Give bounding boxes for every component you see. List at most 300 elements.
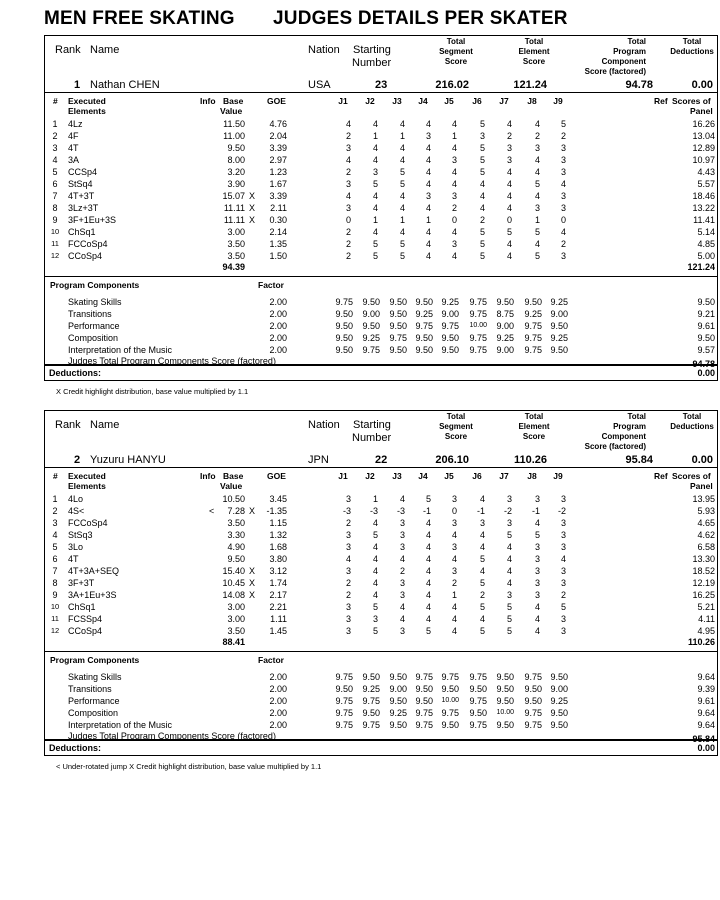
element-name: 4F [68, 131, 79, 141]
judge-goe-score: 5 [372, 239, 378, 249]
judge-component-score: 9.75 [469, 672, 487, 682]
judge-goe-score: 5 [479, 554, 485, 564]
judge-goe-score: 4 [560, 179, 566, 189]
judge-component-score: 9.50 [496, 672, 514, 682]
element-name: 4S< [68, 506, 85, 516]
judge-component-score: 9.75 [469, 696, 487, 706]
component-row [45, 332, 719, 344]
judge-goe-score: 0 [560, 215, 566, 225]
ref-header: Ref [654, 96, 668, 106]
element-number: 9 [52, 590, 58, 600]
judge-goe-score: 5 [534, 227, 540, 237]
judge-goe-score: 3 [560, 203, 566, 213]
component-row [45, 671, 719, 683]
judge-goe-score: 4 [372, 554, 378, 564]
judge-goe-score: 3 [560, 626, 566, 636]
total-element-score: 110.26 [513, 454, 547, 466]
element-goe: 3.39 [269, 143, 287, 153]
total-segment-score: 206.10 [435, 454, 469, 466]
judge-goe-score: 3 [506, 143, 512, 153]
judge-goe-score: 4 [425, 602, 431, 612]
judge-goe-score: 5 [372, 530, 378, 540]
judge-goe-score: 2 [506, 131, 512, 141]
element-base-value: 3.20 [227, 167, 245, 177]
judge-component-score: 9.50 [335, 309, 353, 319]
element-panel-score: 5.57 [697, 179, 715, 189]
judge-goe-score: 3 [560, 542, 566, 552]
judge-component-score: 9.00 [550, 309, 568, 319]
judge-component-score: 8.75 [496, 309, 514, 319]
footnote: < Under-rotated jump X Credit highlight distribution, base value multiplied by 1.1 [56, 762, 322, 771]
element-number: 7 [52, 566, 58, 576]
judge-goe-score: 5 [506, 602, 512, 612]
judge-goe-score: 4 [372, 542, 378, 552]
element-bonus-marker: X [249, 578, 256, 588]
element-goe: 2.14 [269, 227, 287, 237]
element-panel-score: 4.65 [697, 518, 715, 528]
element-base-value: 3.00 [227, 227, 245, 237]
element-name: CCoSp4 [68, 626, 103, 636]
judge-goe-score: 4 [372, 518, 378, 528]
judge-goe-score: 0 [345, 215, 351, 225]
element-name: FCCoSp4 [68, 518, 108, 528]
element-base-value: 9.50 [227, 554, 245, 564]
judge-goe-score: 5 [506, 227, 512, 237]
judge-component-score: 9.00 [496, 345, 514, 355]
judge-goe-score: 4 [372, 119, 378, 129]
judge-goe-score: 3 [345, 530, 351, 540]
starting-header: Starting [353, 419, 391, 431]
element-name: StSq4 [68, 179, 93, 189]
element-base-value: 11.50 [223, 119, 245, 129]
judge-goe-score: 4 [425, 155, 431, 165]
judge-component-score: 9.50 [335, 321, 353, 331]
element-goe: 2.97 [269, 155, 287, 165]
judge-component-score: 9.75 [362, 696, 380, 706]
element-base-value: 11.11 [223, 203, 245, 213]
element-row [45, 613, 719, 625]
judge-goe-score: 4 [506, 167, 512, 177]
judge-goe-score: 3 [345, 203, 351, 213]
judge-goe-score: 3 [534, 566, 540, 576]
judge-goe-score: 2 [345, 518, 351, 528]
judge-goe-score: -1 [476, 506, 485, 516]
element-number: 11 [51, 239, 59, 248]
judge-goe-score: 4 [372, 227, 378, 237]
element-panel-score: 5.93 [697, 506, 715, 516]
info-header: Info [200, 471, 216, 481]
judge-goe-score: 5 [372, 251, 378, 261]
judge-goe-score: 4 [425, 530, 431, 540]
element-bonus-marker: X [249, 566, 256, 576]
element-row [45, 601, 719, 613]
element-bonus-marker: X [249, 191, 256, 201]
tes-header-2: Element [518, 422, 550, 431]
judge-header-8: J8 [527, 471, 537, 481]
judge-goe-score: 3 [479, 518, 485, 528]
judge-goe-score: 5 [560, 602, 566, 612]
element-row [45, 166, 719, 178]
judge-goe-score: 5 [372, 179, 378, 189]
judge-component-score: 9.00 [389, 684, 407, 694]
judge-goe-score: 4 [425, 578, 431, 588]
element-row [45, 202, 719, 214]
judge-component-score: 9.75 [441, 321, 459, 331]
starting-number-value: 22 [375, 454, 388, 466]
judge-component-score: 9.50 [415, 333, 433, 343]
element-panel-score: 5.21 [697, 602, 715, 612]
judge-component-score: 9.50 [550, 708, 568, 718]
judge-component-score: 9.75 [335, 696, 353, 706]
judge-component-score: 9.75 [524, 720, 542, 730]
judge-component-score: 9.50 [469, 708, 487, 718]
element-goe: 4.76 [269, 119, 287, 129]
judges-total-pcs-label: Judges Total Program Components Score (factored) [68, 731, 276, 741]
total-deductions: 0.00 [691, 454, 713, 466]
element-number: 3 [52, 518, 58, 528]
judge-component-score: 9.50 [335, 684, 353, 694]
element-base-value: 10.45 [222, 578, 245, 588]
judge-header-1: J1 [338, 96, 348, 106]
element-number: 1 [52, 119, 58, 129]
element-goe: 2.21 [269, 602, 287, 612]
deductions-value: 0.00 [697, 368, 715, 378]
judge-goe-score: 4 [425, 239, 431, 249]
judge-component-score: 9.50 [524, 297, 542, 307]
element-row [45, 553, 719, 565]
judge-goe-score: 1 [425, 215, 431, 225]
component-panel-score: 9.50 [697, 333, 715, 343]
component-factor: 2.00 [269, 321, 287, 331]
judge-goe-score: 4 [425, 566, 431, 576]
judge-goe-score: 2 [560, 131, 566, 141]
judges-total-pcs-value: 94.78 [692, 359, 715, 369]
judge-component-score: 10.00 [441, 697, 459, 704]
judge-goe-score: 4 [451, 143, 457, 153]
goe-header: GOE [267, 471, 286, 481]
component-row [45, 296, 719, 308]
element-panel-score: 12.89 [692, 143, 715, 153]
judge-goe-score: 1 [451, 590, 457, 600]
element-base-value: 11.00 [223, 131, 245, 141]
tes-header-3: Score [522, 432, 546, 441]
judge-goe-score: 2 [560, 590, 566, 600]
judge-goe-score: 5 [534, 251, 540, 261]
judge-component-score: 9.75 [469, 345, 487, 355]
element-number: 5 [52, 167, 58, 177]
judge-goe-score: 3 [451, 542, 457, 552]
judge-component-score: 9.75 [335, 297, 353, 307]
judge-goe-score: 4 [451, 119, 457, 129]
judge-goe-score: 4 [451, 530, 457, 540]
element-goe: 3.45 [269, 494, 287, 504]
judge-component-score: 9.50 [362, 297, 380, 307]
element-name: 4Lo [68, 494, 84, 504]
element-info: < [209, 506, 215, 516]
total-element-score: 121.24 [513, 79, 547, 91]
judge-goe-score: 3 [560, 578, 566, 588]
nation-value: USA [308, 79, 331, 91]
element-panel-score: 4.62 [697, 530, 715, 540]
judge-component-score: 9.50 [550, 720, 568, 730]
judge-goe-score: 4 [372, 155, 378, 165]
component-factor: 2.00 [269, 297, 287, 307]
total-program-component-score: 94.78 [625, 79, 653, 91]
judge-goe-score: 3 [560, 494, 566, 504]
element-name: StSq3 [68, 530, 93, 540]
element-panel-score: 13.22 [692, 203, 715, 213]
judge-goe-score: 4 [399, 143, 405, 153]
element-base-value: 11.11 [223, 215, 245, 225]
judge-header-6: J6 [472, 471, 482, 481]
component-row [45, 344, 719, 356]
element-goe: 1.68 [269, 542, 287, 552]
element-goe: 1.45 [269, 626, 287, 636]
judge-goe-score: 2 [479, 215, 485, 225]
element-goe: 0.30 [269, 215, 287, 225]
judge-goe-score: 3 [425, 191, 431, 201]
judge-goe-score: 4 [425, 614, 431, 624]
component-row [45, 683, 719, 695]
judge-goe-score: 3 [560, 566, 566, 576]
element-number: 8 [52, 578, 58, 588]
judge-goe-score: 4 [534, 167, 540, 177]
judge-goe-score: 4 [506, 203, 512, 213]
judge-component-score: 9.00 [550, 684, 568, 694]
element-row [45, 517, 719, 529]
judge-goe-score: 4 [451, 602, 457, 612]
judge-goe-score: 5 [479, 239, 485, 249]
element-name: 4T+3A+SEQ [68, 566, 120, 576]
element-name: 3Lo [68, 542, 84, 552]
judge-goe-score: 4 [479, 179, 485, 189]
element-base-value: 3.30 [227, 530, 245, 540]
deductions-value: 0.00 [697, 743, 715, 753]
tss-header-3: Score [444, 432, 468, 441]
judge-goe-score: 2 [345, 227, 351, 237]
element-panel-score: 4.11 [698, 614, 715, 624]
element-base-value: 3.50 [227, 626, 245, 636]
base-header: Base [223, 96, 244, 106]
judge-goe-score: 4 [372, 578, 378, 588]
judge-component-score: 9.50 [389, 720, 407, 730]
judge-goe-score: -1 [422, 506, 431, 516]
nation-value: JPN [308, 454, 329, 466]
judge-header-8: J8 [527, 96, 537, 106]
element-name: 4T+3T [68, 191, 95, 201]
judge-goe-score: 4 [506, 251, 512, 261]
element-goe: 1.35 [269, 239, 287, 249]
element-panel-score: 18.52 [692, 566, 715, 576]
component-panel-score: 9.50 [697, 297, 715, 307]
judge-component-score: 9.75 [389, 333, 407, 343]
panel-header: Panel [690, 481, 713, 491]
element-panel-score: 11.41 [693, 215, 715, 225]
element-number: 7 [52, 191, 58, 201]
judge-goe-score: 3 [506, 518, 512, 528]
judge-goe-score: 2 [451, 203, 457, 213]
element-base-value: 3.00 [227, 602, 245, 612]
component-name: Transitions [68, 684, 112, 694]
judge-goe-score: 4 [399, 191, 405, 201]
element-panel-score: 13.04 [692, 131, 715, 141]
element-panel-score: 13.95 [692, 494, 715, 504]
element-goe: 2.04 [269, 131, 287, 141]
judge-goe-score: 4 [534, 155, 540, 165]
judge-goe-score: 2 [560, 239, 566, 249]
elements-header: Elements [68, 481, 106, 491]
judge-component-score: 9.50 [441, 345, 459, 355]
base-value-total: 94.39 [222, 262, 245, 272]
judge-component-score: 9.75 [469, 333, 487, 343]
judge-goe-score: 1 [451, 131, 457, 141]
judge-component-score: 9.75 [469, 309, 487, 319]
element-row [45, 493, 719, 505]
judge-goe-score: 4 [399, 155, 405, 165]
starting-header: Starting [353, 44, 391, 56]
judge-component-score: 9.50 [550, 345, 568, 355]
element-goe: 1.74 [269, 578, 287, 588]
judge-component-score: 9.50 [415, 297, 433, 307]
element-name: ChSq1 [68, 227, 96, 237]
judge-goe-score: 4 [451, 626, 457, 636]
judge-component-score: 9.75 [469, 297, 487, 307]
tes-header-1: Total [524, 412, 544, 421]
judge-goe-score: 0 [451, 215, 457, 225]
judge-component-score: 9.00 [362, 309, 380, 319]
judge-component-score: 9.50 [524, 684, 542, 694]
element-panel-score: 5.14 [697, 227, 715, 237]
judge-component-score: 9.50 [389, 696, 407, 706]
judge-goe-score: 5 [399, 167, 405, 177]
judge-goe-score: 4 [399, 602, 405, 612]
judge-component-score: 9.50 [415, 684, 433, 694]
judge-goe-score: 3 [345, 143, 351, 153]
judge-goe-score: 3 [451, 518, 457, 528]
judge-goe-score: 0 [451, 506, 457, 516]
judge-component-score: 9.25 [362, 333, 380, 343]
element-goe: 1.32 [269, 530, 287, 540]
judge-goe-score: 5 [479, 626, 485, 636]
component-panel-score: 9.64 [697, 708, 715, 718]
program-components-header: Program Components [50, 280, 140, 290]
component-name: Composition [68, 708, 119, 718]
judge-goe-score: 3 [451, 191, 457, 201]
component-name: Performance [68, 321, 120, 331]
component-name: Composition [68, 333, 119, 343]
element-panel-score: 4.43 [697, 167, 715, 177]
judge-component-score: 9.50 [389, 309, 407, 319]
element-number: 3 [52, 143, 58, 153]
elements-total: 110.26 [687, 637, 715, 647]
judge-component-score: 9.50 [496, 684, 514, 694]
judge-goe-score: -3 [369, 506, 378, 516]
judge-component-score: 9.75 [362, 720, 380, 730]
judge-component-score: 9.75 [335, 720, 353, 730]
judge-goe-score: 4 [425, 542, 431, 552]
component-name: Skating Skills [68, 672, 122, 682]
judge-goe-score: 4 [399, 554, 405, 564]
ded-header-1: Total [682, 37, 702, 46]
judge-goe-score: 4 [534, 119, 540, 129]
element-name: 4Lz [68, 119, 83, 129]
nation-header: Nation [308, 419, 340, 431]
judge-goe-score: 4 [506, 566, 512, 576]
judge-component-score: 9.25 [441, 297, 459, 307]
judge-goe-score: 4 [451, 614, 457, 624]
judge-goe-score: 4 [534, 191, 540, 201]
element-base-value: 15.40 [222, 566, 245, 576]
judge-goe-score: 3 [451, 566, 457, 576]
judge-goe-score: 3 [560, 251, 566, 261]
judges-detail-box [44, 93, 718, 369]
judge-goe-score: 1 [372, 215, 378, 225]
base-value-total: 88.41 [222, 637, 245, 647]
skater-name: Yuzuru HANYU [90, 454, 166, 466]
pcs-header-3: Component [601, 432, 646, 441]
judge-goe-score: 3 [506, 155, 512, 165]
judge-goe-score: 4 [479, 191, 485, 201]
judge-goe-score: 4 [372, 191, 378, 201]
judge-component-score: 9.75 [415, 720, 433, 730]
judge-goe-score: 2 [345, 251, 351, 261]
judge-goe-score: 3 [560, 155, 566, 165]
judge-goe-score: 4 [372, 203, 378, 213]
tes-header-2: Element [518, 47, 550, 56]
judge-goe-score: 5 [399, 251, 405, 261]
judge-component-score: 9.50 [362, 321, 380, 331]
component-row [45, 320, 719, 332]
element-base-value: 7.28 [227, 506, 245, 516]
element-row [45, 238, 719, 250]
element-name: 3F+1Eu+3S [68, 215, 117, 225]
judge-component-score: 9.75 [441, 672, 459, 682]
element-row [45, 118, 719, 130]
rank-header: Rank [55, 419, 81, 431]
judge-goe-score: 5 [479, 143, 485, 153]
element-row [45, 589, 719, 601]
rank-header: Rank [55, 44, 81, 56]
component-panel-score: 9.61 [697, 321, 715, 331]
judge-goe-score: 3 [560, 167, 566, 177]
element-row [45, 130, 719, 142]
report-title: JUDGES DETAILS PER SKATER [273, 8, 568, 29]
judge-goe-score: 2 [451, 578, 457, 588]
judge-goe-score: 3 [560, 530, 566, 540]
judge-goe-score: 4 [506, 239, 512, 249]
judge-component-score: 9.75 [524, 333, 542, 343]
element-goe: 2.17 [269, 590, 287, 600]
total-segment-score: 216.02 [435, 79, 469, 91]
judge-component-score: 9.50 [362, 708, 380, 718]
element-number: 2 [52, 131, 58, 141]
element-panel-score: 6.58 [697, 542, 715, 552]
element-number: 12 [50, 251, 60, 260]
judge-goe-score: 5 [479, 602, 485, 612]
judge-goe-score: 3 [399, 530, 405, 540]
judge-goe-score: 5 [506, 626, 512, 636]
starting-number-value: 23 [375, 79, 388, 91]
judge-goe-score: 5 [560, 119, 566, 129]
judge-goe-score: 3 [372, 614, 378, 624]
judge-goe-score: 5 [479, 167, 485, 177]
judge-component-score: 9.75 [362, 345, 380, 355]
element-row [45, 577, 719, 589]
judge-goe-score: 4 [451, 227, 457, 237]
judge-component-score: 9.75 [415, 321, 433, 331]
name-header: Name [90, 44, 120, 56]
element-base-value: 4.90 [227, 542, 245, 552]
